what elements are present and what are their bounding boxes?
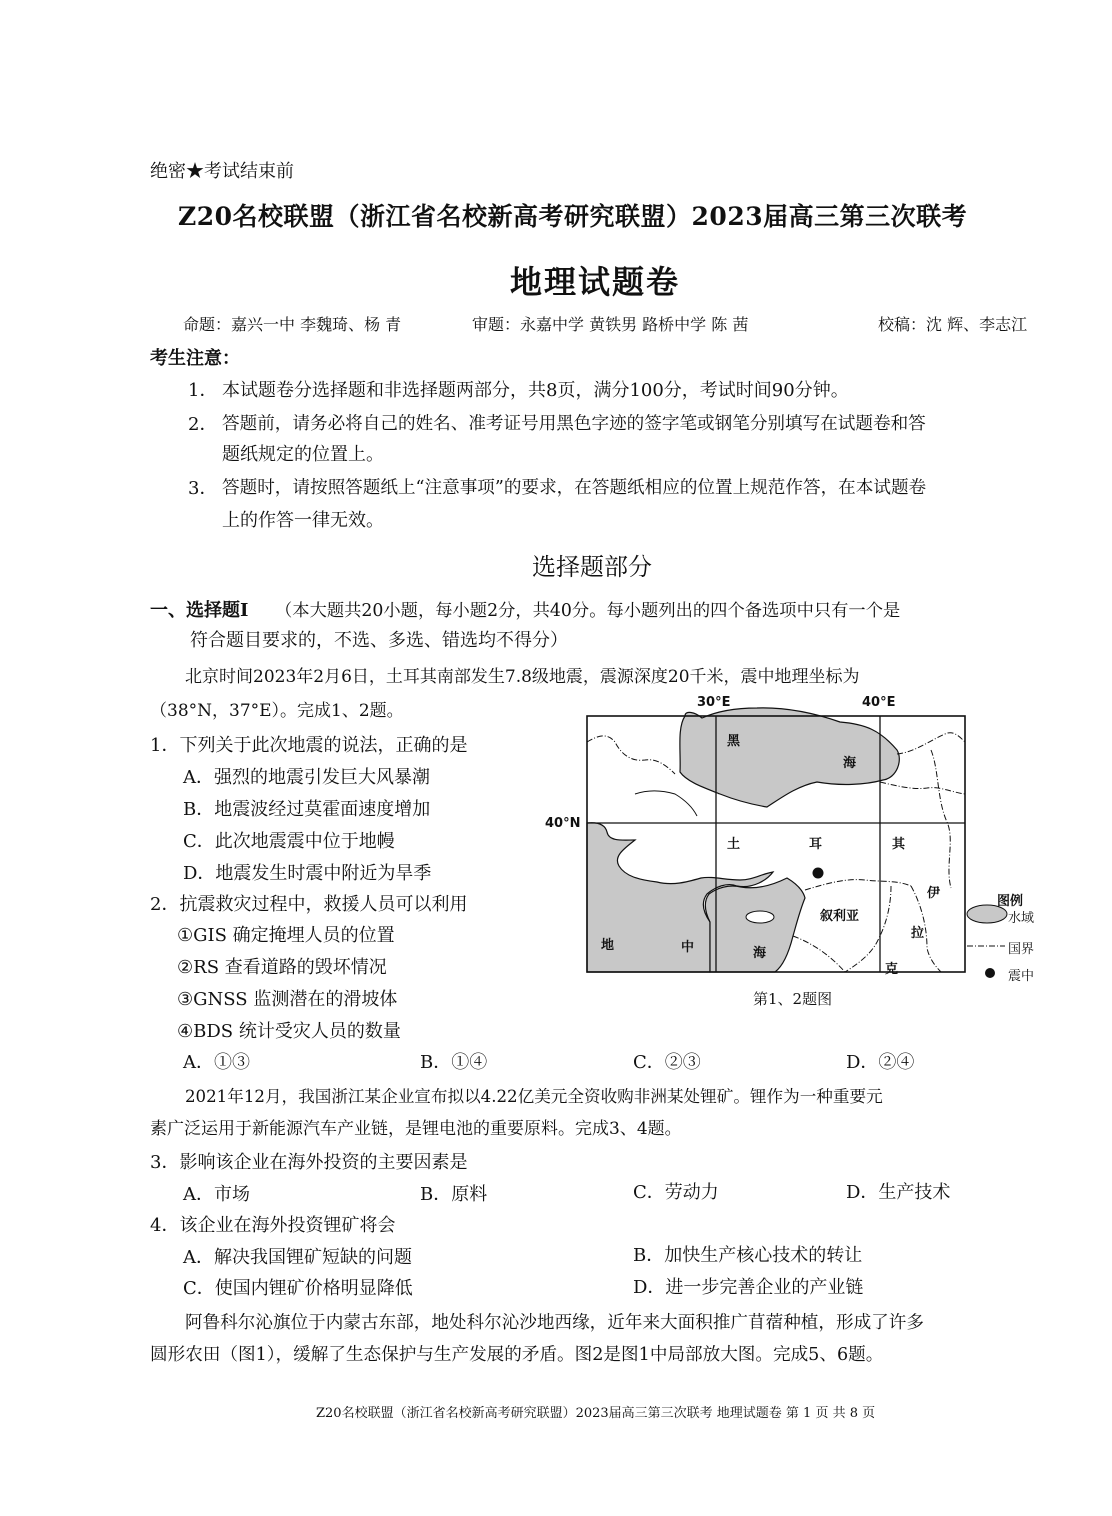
notice-item-3-num: 3． bbox=[188, 478, 218, 499]
label-iraq-3: 克 bbox=[885, 962, 899, 977]
legend-water-label: 水域 bbox=[1008, 911, 1035, 926]
q34-stem: 2021年12月，我国浙江某企业宣布拟以4.22亿美元全资收购非洲某处锂矿。锂作为一种重要元 bbox=[185, 1087, 883, 1106]
levant-border bbox=[793, 936, 845, 972]
q4-label: 4．该企业在海外投资锂矿将会 bbox=[150, 1215, 396, 1236]
notice-item-1: 本试题卷分选择题和非选择题两部分，共8页，满分100分，考试时间90分钟。 bbox=[222, 380, 849, 401]
label-iraq-2: 拉 bbox=[911, 926, 925, 941]
lon-label-30e: 30°E bbox=[697, 695, 731, 710]
georgia-border bbox=[880, 782, 965, 794]
legend-title: 图例 bbox=[997, 894, 1024, 909]
q1-option-a: A．强烈的地震引发巨大风暴潮 bbox=[183, 767, 430, 788]
thrace-coast bbox=[635, 791, 697, 816]
q12-stem: 北京时间2023年2月6日，土耳其南部发生7.8级地震，震源深度20千米，震中地理坐标为 bbox=[185, 667, 860, 687]
section-title: 选择题部分 bbox=[532, 553, 652, 581]
legend-border-label: 国界 bbox=[1008, 942, 1035, 957]
q2-item-2: ②RS 查看道路的毁坏情况 bbox=[177, 957, 387, 978]
part-heading: 一、选择题Ⅰ bbox=[150, 600, 249, 621]
q1-option-d: D．地震发生时震中附近为旱季 bbox=[183, 863, 432, 884]
q56-stem-cont: 圆形农田（图1），缓解了生态保护与生产发展的矛盾。图2是图1中局部放大图。完成5、6题。 bbox=[150, 1345, 884, 1365]
turkey-earthquake-map bbox=[535, 690, 1055, 1020]
notice-item-2-num: 2． bbox=[188, 414, 218, 435]
q3-label: 3．影响该企业在海外投资的主要因素是 bbox=[150, 1152, 468, 1173]
notice-item-2: 答题前，请务必将自己的姓名、准考证号用黑色字迹的签字笔或钢笔分别填写在试题卷和答 bbox=[222, 414, 926, 434]
secret-notice: 绝密★考试结束前 bbox=[150, 161, 294, 182]
q2-item-4: ④BDS 统计受灾人员的数量 bbox=[177, 1021, 401, 1042]
q2-option-b: B．①④ bbox=[420, 1052, 488, 1073]
q4-option-a: A．解决我国锂矿短缺的问题 bbox=[183, 1247, 412, 1268]
notice-item-3: 答题时，请按照答题纸上“注意事项”的要求，在答题纸相应的位置上规范作答，在本试题卷 bbox=[222, 478, 927, 498]
part-description-cont: 符合题目要求的，不选、多选、错选均不得分） bbox=[190, 630, 568, 651]
label-med-3: 海 bbox=[753, 946, 767, 961]
label-iraq-1: 伊 bbox=[927, 886, 941, 901]
q2-item-3: ③GNSS 监测潜在的滑坡体 bbox=[177, 989, 398, 1010]
turkey-syria-border bbox=[805, 880, 911, 890]
subject-title: 地理试题卷 bbox=[510, 263, 681, 301]
label-turkey-2: 耳 bbox=[809, 837, 823, 852]
part-description: （本大题共20小题，每小题2分，共40分。每小题列出的四个备选项中只有一个是 bbox=[275, 601, 901, 621]
label-sea-1: 海 bbox=[843, 756, 857, 771]
notice-item-2-cont: 题纸规定的位置上。 bbox=[222, 444, 384, 465]
q4-option-c: C．使国内锂矿价格明显降低 bbox=[183, 1278, 413, 1299]
label-med-1: 地 bbox=[601, 938, 615, 953]
q2-item-1: ①GIS 确定掩埋人员的位置 bbox=[177, 925, 395, 946]
reviewer-line: 审题：永嘉中学 黄铁男 路桥中学 陈 茜 bbox=[472, 315, 749, 334]
label-black-1: 黑 bbox=[727, 734, 741, 749]
legend-epicenter-swatch bbox=[985, 968, 995, 978]
q3-option-c: C．劳动力 bbox=[633, 1182, 719, 1203]
exam-title: Z20名校联盟（浙江省名校新高考研究联盟）2023届高三第三次联考 bbox=[178, 202, 968, 231]
q4-option-d: D．进一步完善企业的产业链 bbox=[633, 1277, 864, 1298]
q1-label: 1．下列关于此次地震的说法，正确的是 bbox=[150, 735, 468, 756]
cyprus-island bbox=[746, 911, 774, 923]
q2-option-d: D．②④ bbox=[846, 1052, 915, 1073]
map-caption: 第1、2题图 bbox=[753, 990, 833, 1008]
notice-item-3-cont: 上的作答一律无效。 bbox=[222, 510, 384, 531]
balkan-border bbox=[587, 736, 675, 774]
q56-stem: 阿鲁科尔沁旗位于内蒙古东部，地处科尔沁沙地西缘，近年来大面积推广苜蓿种植，形成了许多 bbox=[185, 1313, 924, 1333]
q4-option-b: B．加快生产核心技术的转让 bbox=[633, 1245, 863, 1266]
legend-epicenter-label: 震中 bbox=[1008, 969, 1035, 984]
label-turkey-3: 其 bbox=[892, 837, 906, 852]
q3-option-d: D．生产技术 bbox=[846, 1182, 951, 1203]
proof-line: 校稿：沈 辉、李志江 bbox=[878, 315, 1028, 334]
lat-label-40n: 40°N bbox=[545, 816, 581, 831]
q1-option-c: C．此次地震震中位于地幔 bbox=[183, 831, 395, 852]
q34-stem-cont: 素广泛运用于新能源汽车产业链，是锂电池的重要原料。完成3、4题。 bbox=[150, 1119, 682, 1139]
caspian-edge bbox=[931, 750, 951, 888]
proposer-line: 命题：嘉兴一中 李魏琦、杨 青 bbox=[183, 315, 402, 334]
q2-option-a: A．①③ bbox=[183, 1052, 250, 1073]
label-med-2: 中 bbox=[681, 940, 695, 955]
lon-label-40e: 40°E bbox=[862, 695, 896, 710]
epicenter-dot bbox=[813, 868, 824, 879]
page-footer: Z20名校联盟（浙江省名校新高考研究联盟）2023届高三第三次联考 地理试题卷 第 1 页 共 8 页 bbox=[316, 1406, 876, 1421]
notice-item-1-num: 1． bbox=[188, 380, 218, 401]
q3-option-b: B．原料 bbox=[420, 1184, 488, 1205]
q3-option-a: A．市场 bbox=[183, 1184, 250, 1205]
black-sea-shape bbox=[680, 708, 899, 807]
map-figure bbox=[535, 690, 1055, 1020]
label-turkey-1: 土 bbox=[727, 837, 741, 852]
notice-heading: 考生注意： bbox=[150, 348, 240, 369]
q2-label: 2．抗震救灾过程中，救援人员可以利用 bbox=[150, 894, 468, 915]
q1-option-b: B．地震波经过莫霍面速度增加 bbox=[183, 799, 431, 820]
q2-option-c: C．②③ bbox=[633, 1052, 701, 1073]
q12-stem-cont: （38°N，37°E）。完成1、2题。 bbox=[150, 701, 404, 721]
label-syria: 叙利亚 bbox=[820, 909, 860, 924]
